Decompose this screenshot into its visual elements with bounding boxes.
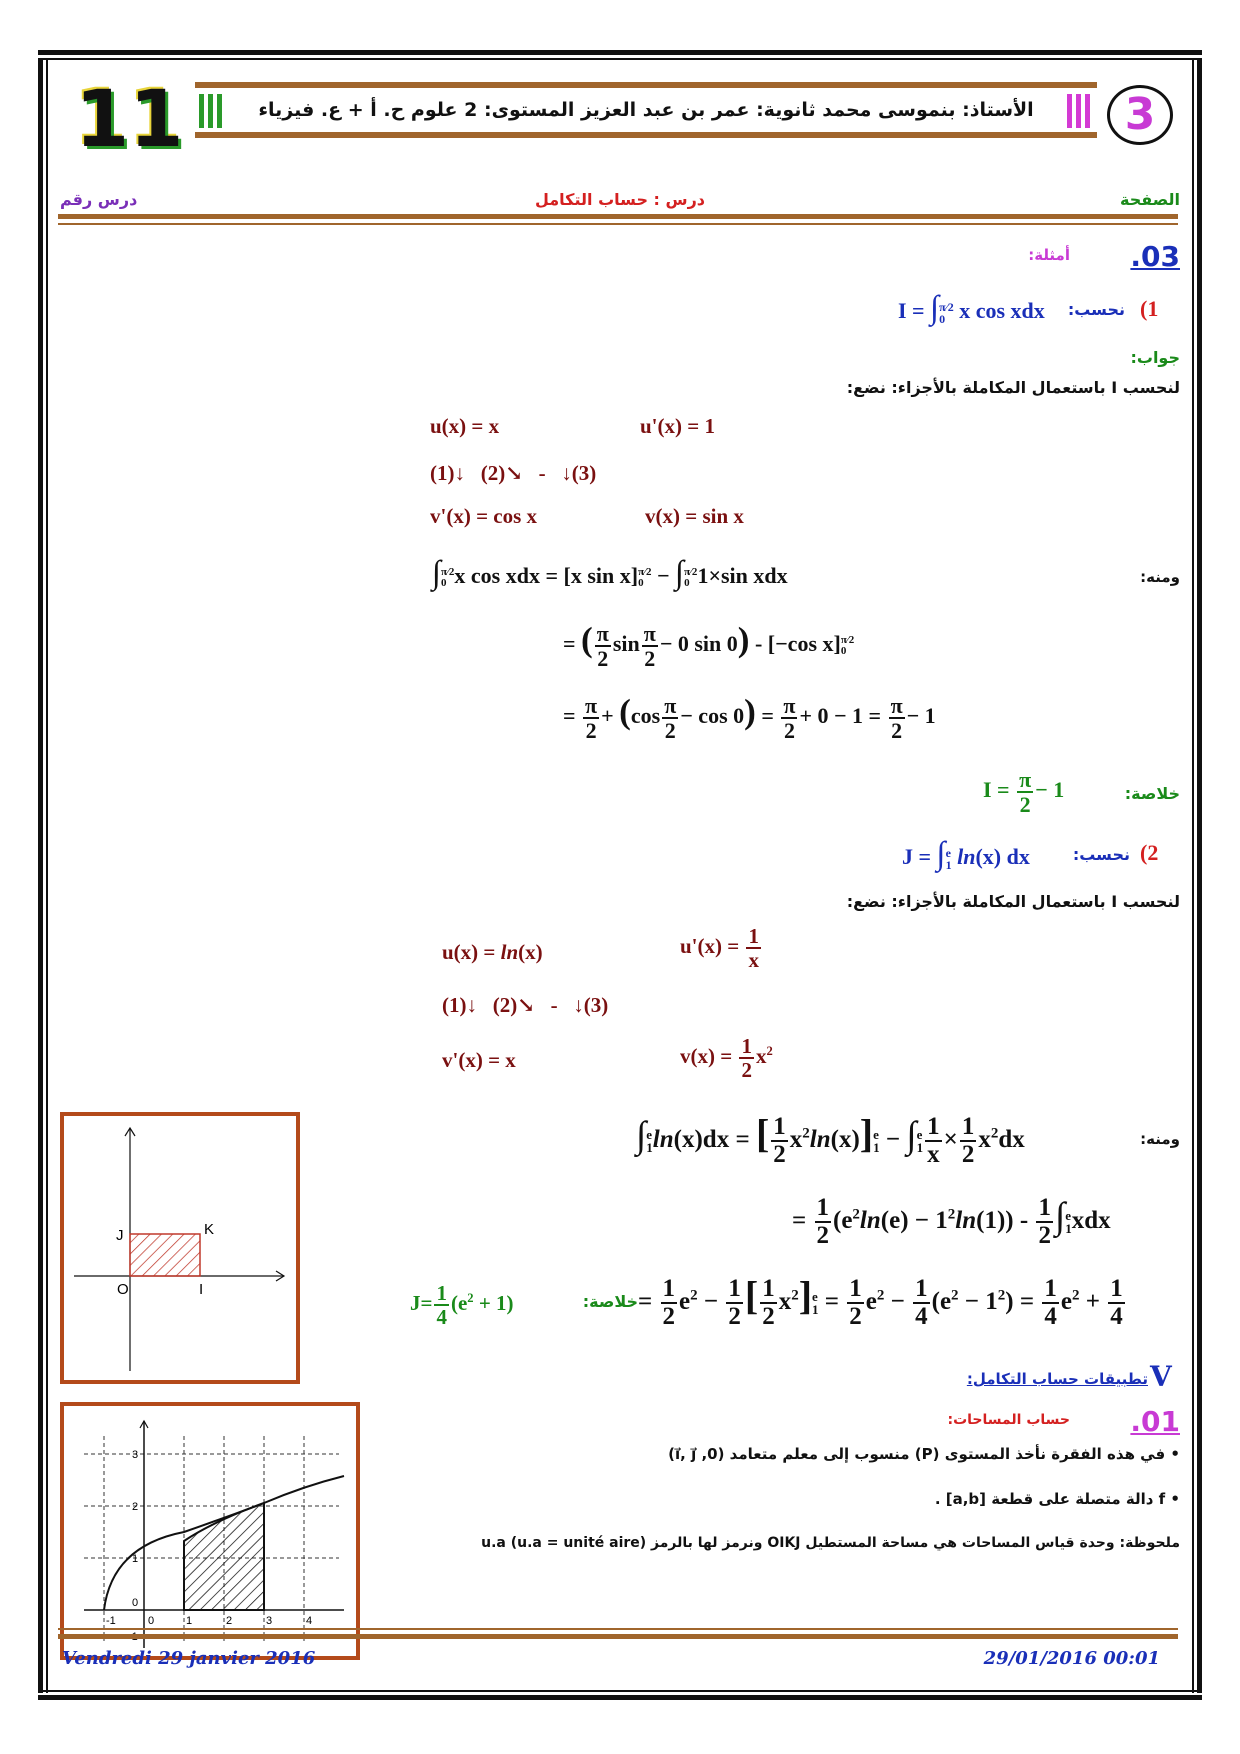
fig1-label-i: I [199, 1281, 204, 1298]
ex2-hence: ومنه: [1140, 1130, 1180, 1148]
ex1-answer-label: جواب: [1130, 348, 1180, 367]
frame-right-2 [1197, 58, 1202, 1693]
fig2-xtick-neg1: -1 [106, 1615, 116, 1627]
ex1-u: u(x) = x [430, 414, 500, 438]
ex1-v: v(x) = sin x [645, 504, 744, 528]
footer-date-left: Vendredi 29 janvier 2016 [62, 1648, 316, 1669]
ex2-step2: = $\frac{1}{2}$ $(e^2\ln(e) - 1^2\ln(1))$ - $\frac{1}{2}$ ∫ e 1 xdx [792, 1194, 1111, 1250]
banner-stripes-right [1067, 94, 1093, 128]
frame-left-2 [46, 58, 48, 1693]
bullet-2: • f دالة متصلة على قطعة [a,b] . [934, 1490, 1180, 1508]
lesson-title: درس : حساب التكامل [534, 190, 706, 209]
ex1-uprime: u'(x) = 1 [640, 414, 715, 438]
page-label: الصفحة [1119, 190, 1180, 209]
ex1-arrows: (1)↓ (2)↘ - ↓(3) [430, 461, 597, 485]
banner-stripes-left [199, 94, 225, 128]
fig1-unit-rectangle [130, 1234, 200, 1276]
section-01-title: حساب المساحات: [947, 1412, 1070, 1428]
bullet-2-text: f دالة متصلة على قطعة [a,b] . [934, 1490, 1166, 1508]
fig1-label-k: K [204, 1221, 215, 1238]
fig2-xtick-4: 4 [306, 1615, 313, 1627]
fig2-ytick-2: 2 [132, 1501, 139, 1513]
frame-bottom-1 [38, 1690, 1202, 1692]
figure-2-svg [64, 1406, 356, 1656]
ex1-step3: = $\frac{\pi}{2}$ + (cos $\frac{\pi}{2}$ − cos 0) = $\frac{\pi}{2}$ + 0 − 1 = $\frac{\pi}{2}$ − 1 [563, 692, 936, 743]
fig2-xtick-0: 0 [148, 1615, 155, 1627]
ex1-label: نحسب: [1067, 300, 1125, 319]
ex1-vprime: v'(x) = cos x [430, 504, 538, 528]
ex2-label: نحسب: [1072, 845, 1130, 864]
bullet-1: • في هذه الفقرة نأخذ المستوى (P) منسوب إلى معلم متعامد (0, i⃗, j⃗) [668, 1445, 1180, 1463]
ex1-conclusion-label: خلاصة: [1124, 784, 1180, 803]
banner-text: الأستاذ: بنموسى محمد ثانوية: عمر بن عبد العزيز المستوى: 2 علوم ح. أ + ع. فيزياء [258, 99, 1034, 121]
section-v-roman: V [1150, 1360, 1172, 1393]
banner-bar [195, 82, 1097, 138]
ex1-hence: ومنه: [1140, 568, 1180, 586]
fig2-ytick-1: 1 [132, 1553, 139, 1565]
ex2-intro: لنحسب I باستعمال المكاملة بالأجزاء: نضع: [846, 892, 1180, 911]
section-03-title: أمثلة: [1028, 246, 1070, 264]
fig2-xtick-2: 2 [226, 1615, 233, 1627]
frame-top-1 [38, 50, 1202, 55]
ex2-vprime: v'(x) = x [442, 1048, 516, 1072]
ex2-step3: = $\frac{1}{2}$ $e^2$ − $\frac{1}{2}$ [ $\frac{1}{2}$ $x^2$] e 1 = $\frac{1}{2}$ $e^2$ − $\frac{1}{4}$ $(e^2 - 1^2)$ = $\frac{1}{4}$ $e^2$ + $\frac{1}{4}$ [638, 1273, 1123, 1331]
footer-date-right: 29/01/2016 00:01 [983, 1648, 1160, 1669]
frame-right-1 [1192, 58, 1194, 1693]
section-v-title: تطبيقات حساب التكامل: [966, 1370, 1148, 1388]
ex2-conclusion-label: خلاصة: [582, 1292, 638, 1311]
fig1-label-j: J [116, 1227, 124, 1244]
ex1-step2: = ( $\frac{\pi}{2}$ sin $\frac{\pi}{2}$ − 0 sin 0) - [−cos x] π⁄2 0 [563, 620, 855, 671]
frame-top-2 [38, 58, 1202, 60]
figure-2 [60, 1402, 360, 1660]
ex2-v: v(x) = $\frac{1}{2}$ $x^2$ [680, 1034, 773, 1083]
page-number-circle [1107, 85, 1173, 145]
fig2-xtick-3: 3 [266, 1615, 273, 1627]
page-number: 3 [1124, 89, 1156, 140]
ex1-number: 1) [1140, 296, 1159, 321]
ex1-step1: ∫ π⁄2 0 x cos xdx = [x sin x] π⁄2 0 − ∫ π⁄2 0 1×sin xdx [432, 555, 788, 591]
ex2-u: u(x) = ln(x) [442, 940, 543, 964]
fig2-shaded-area [184, 1503, 264, 1610]
section-01-number: .01 [1130, 1405, 1180, 1438]
section-03-number: .03 [1130, 240, 1180, 273]
ex2-conclusion: J= $\frac{1}{4}$ $(e^2 + 1)$ [410, 1281, 514, 1330]
fig2-ytick-0: 0 [132, 1597, 139, 1609]
footer-rule-2 [58, 1634, 1178, 1639]
fig2-xtick-1: 1 [186, 1615, 193, 1627]
footer-rule-1 [58, 1628, 1178, 1630]
ex2-arrows: (1)↓ (2)↘ - ↓(3) [442, 993, 609, 1017]
lesson-number: 11 [75, 75, 184, 165]
ex1-integral: I = ∫ π⁄2 0 x cos xdx [898, 290, 1045, 326]
figure-1-svg [64, 1116, 296, 1380]
fig1-label-o: O [117, 1281, 129, 1298]
ex2-number: 2) [1140, 840, 1159, 865]
ex1-intro: لنحسب I باستعمال المكاملة بالأجزاء: نضع: [846, 378, 1180, 397]
frame-bottom-2 [38, 1695, 1202, 1700]
fig2-ytick-3: 3 [132, 1449, 139, 1461]
ex1-conclusion: I = $\frac{\pi}{2}$ − 1 [983, 767, 1065, 818]
ex2-integral: J = ∫ e 1 ln(x) dx [902, 836, 1030, 872]
lesson-label: درس رقم [60, 190, 138, 209]
bullet-1-text: في هذه الفقرة نأخذ المستوى (P) منسوب إلى معلم متعامد (0, i⃗, j⃗) [668, 1445, 1166, 1463]
header-rule-2 [58, 223, 1178, 225]
frame-left-1 [38, 58, 43, 1693]
ex2-step1: ∫ e 1 ln(x)dx = [ $\frac{1}{2}$ $x^2\ln(x)$] e 1 − ∫ e 1 $\frac{1}{x}$ × $\frac{1}{2}$ $x^2dx$ [636, 1111, 1025, 1169]
figure-1 [60, 1112, 300, 1384]
ex2-uprime: u'(x) = $\frac{1}{x}$ [680, 924, 759, 973]
header-rule-1 [58, 214, 1178, 219]
note: ملحوظة: وحدة قياس المساحات هي مساحة المستطيل OIKJ ونرمز لها بالرمز (u.a = unité aire) u.a [481, 1535, 1180, 1551]
lesson-number-badge [75, 75, 184, 165]
